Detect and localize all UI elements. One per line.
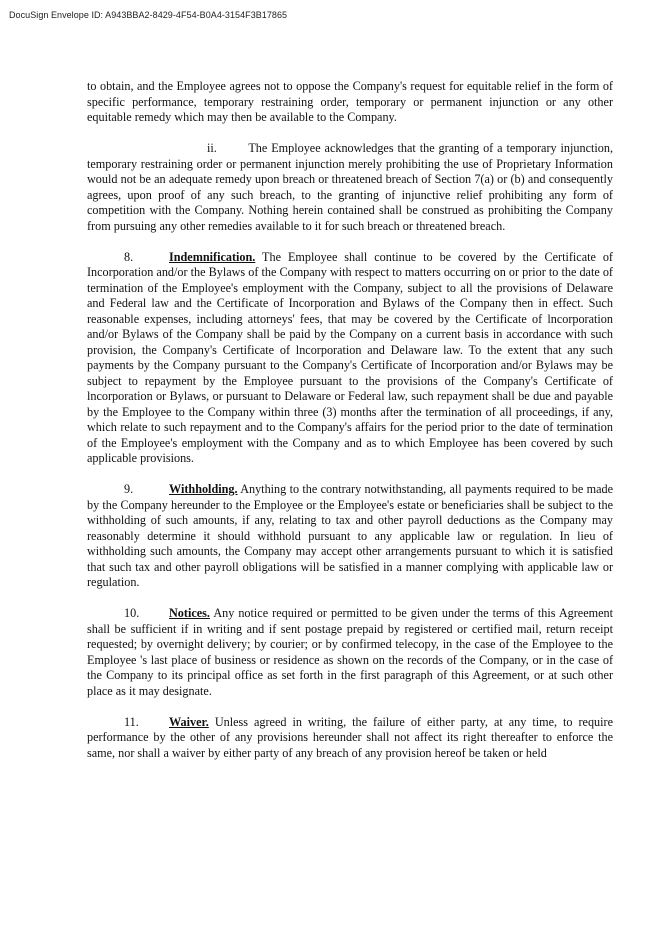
envelope-id: DocuSign Envelope ID: A943BBA2-8429-4F54-B0A4-3154F3B17865 [9, 10, 288, 20]
subsection-ii-number: ii. [207, 141, 217, 155]
section-11-text: Unless agreed in writing, the failure of either party, at any time, to require performance by the other of any provisions hereunder shall not affect its right thereafter to enforce the same, nor shall a waiver by either party of any breach of any provision hereof be taken or held [87, 714, 613, 760]
section-9-heading: Withholding. [169, 482, 238, 496]
section-10-heading: Notices. [169, 606, 210, 620]
section-8-heading: Indemnification. [169, 249, 256, 264]
section-11-waiver [87, 715, 613, 762]
section-11-number: 11. [124, 714, 139, 729]
section-9-text: Anything to the contrary notwithstanding, all payments required to be made by the Company hereunder to the Employee or the Employee's estate or beneficiaries shall be subject to the withholding of such amounts, if any, relating to tax and other payroll deductions as the Company may reasonably determine it should withhold pursuant to any applicable law or regulation. In lieu of withholding such amounts, the Company may accept other arrangements pursuant to which it is satisfied that such tax and other payroll obligations will be satisfied in a manner complying with applicable law or regulation. [87, 482, 613, 589]
continuation-paragraph: to obtain, and the Employee agrees not to oppose the Company's request for equitable relief in the form of specific performance, temporary restraining order, temporary or permanent injunction or any other equitable remedy which may then be available to the Company. [87, 79, 613, 124]
section-9-withholding [87, 482, 613, 591]
section-9-number: 9. [124, 482, 134, 496]
section-11-heading: Waiver. [169, 714, 209, 729]
section-10-notices [87, 606, 613, 699]
section-8-number: 8. [124, 249, 134, 264]
subsection-ii [87, 141, 613, 234]
section-10-text: Any notice required or permitted to be given under the terms of this Agreement shall be sufficient if in writing and if sent postage prepaid by registered or certified mail, return receipt requested; by overnight delivery; by courier; or by confirmed telecopy, in the case of the Employee to the Employee 's last place of business or residence as shown on the records of the Company, or in the case of the Company to its principal office as set forth in the first paragraph of this Agreement, or at such other place as it may designate. [87, 606, 613, 698]
section-8-indemnification [87, 250, 613, 467]
section-8-text: The Employee shall continue to be covered by the Certificate of Incorporation and/or the Bylaws of the Company with respect to matters occurring on or prior to the date of termination of the Employee's employment with the Company, subject to all the provisions of Delaware and Federal law and the Certificate of Incorporation and Bylaws of the Company then in effect. Such reasonable expenses, including attorneys' fees, that may be covered by the Certificate of lncorporation and/or Bylaws of the Company shall be paid by the Company on a current basis in accordance with such provision, the Company's Certificate of lncorporation and Delaware law. To the extent that any such payments by the Company pursuant to the Company's Certificate of Incorporation and/or Bylaws may be subject to repayment by the Employee pursuant to the provisions of the Company's Certificate of lncorporation or Bylaws, or pursuant to Delaware or Federal law, such repayment shall be due and payable by the Employee to the Company within three (3) months after the termination of all proceedings, if any, which relate to such repayment and to the Company's affairs for the period prior to the date of termination of the Employee's employment with the Company and as to which Employee has been covered by such applicable provisions. [87, 249, 613, 465]
subsection-ii-text: The Employee acknowledges that the granting of a temporary injunction, temporary restraining order or permanent injunction merely prohibiting the use of Proprietary Information would not be an adequate remedy upon breach or threatened breach of Section 7(a) or (b) and consequently agrees, upon proof of any such breach, to the granting of injunctive relief prohibiting any form of competition with the Company. Nothing herein contained shall be construed as prohibiting the Company from pursuing any other remedies available to it for such breach or threatened breach. [87, 141, 614, 233]
document-body [87, 79, 613, 777]
section-10-number: 10. [124, 606, 140, 620]
